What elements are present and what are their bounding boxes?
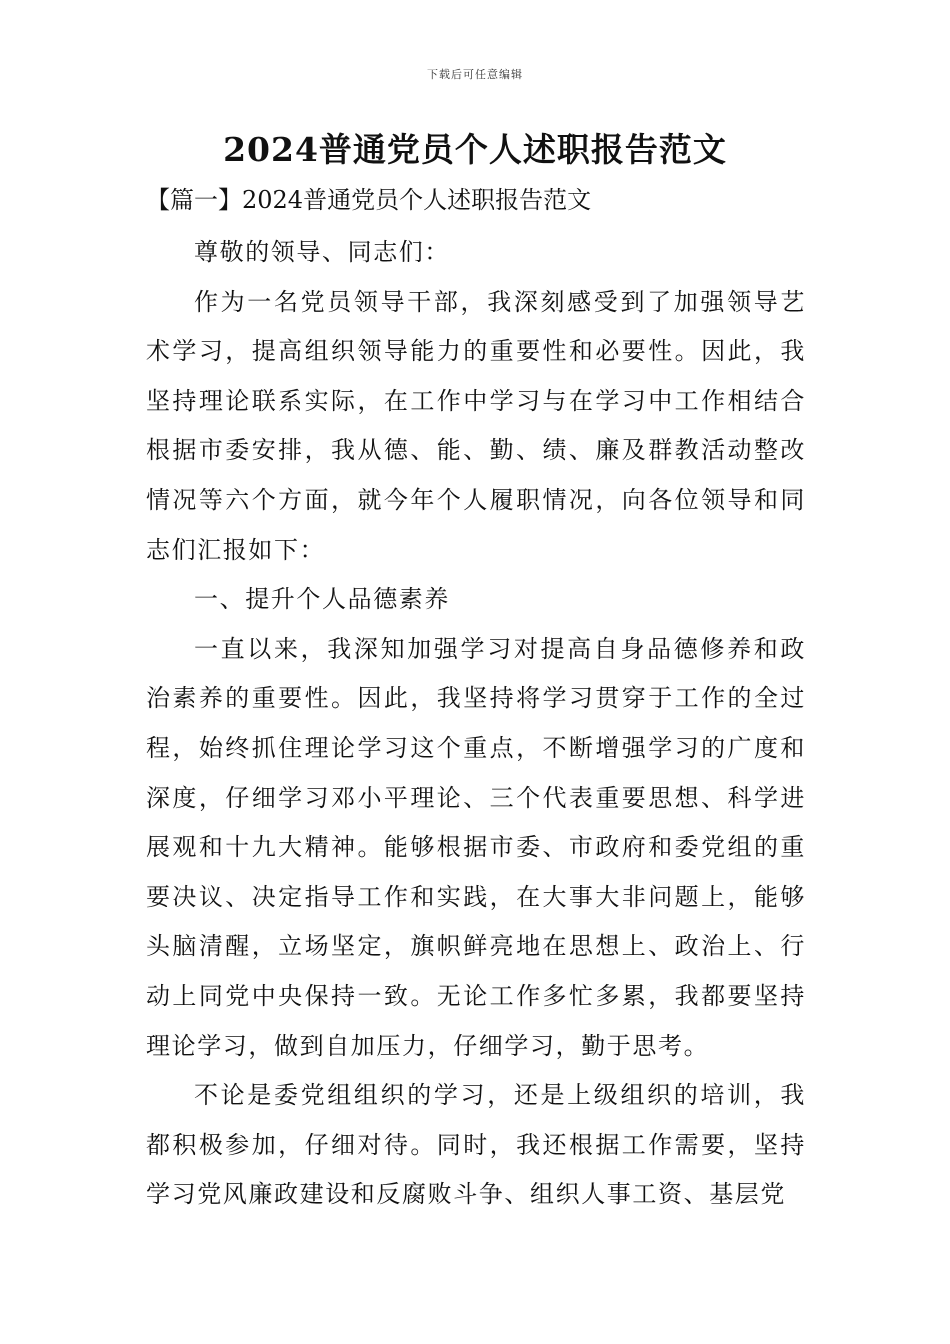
header-note: 下载后可任意编辑 bbox=[427, 68, 523, 81]
paragraph-body: 一直以来，我深知加强学习对提高自身品德修养和政治素养的重要性。因此，我坚持将学习贯穿于工作的全过程，始终抓住理论学习这个重点，不断增强学习的广度和深度，仔细学习邓小平理论、三个代表重要思想、科学进展观和十九大精神。能够根据市委、市政府和委党组的重要决议、决定指导工作和实践，在大事大非问题上，能够头脑清醒，立场坚定，旗帜鲜亮地在思想上、政治上、行动上同党中央保持一致。无论工作多忙多累，我都要坚持理论学习，做到自加压力，仔细学习，勤于思考。 bbox=[146, 634, 806, 1060]
document-body bbox=[146, 228, 806, 1220]
section-heading: 【篇一】2024普通党员个人述职报告范文 bbox=[146, 186, 592, 214]
paragraph-salutation: 尊敬的领导、同志们： bbox=[194, 238, 450, 266]
paragraph-body: 不论是委党组组织的学习，还是上级组织的培训，我都积极参加，仔细对待。同时，我还根据工作需要，坚持学习党风廉政建设和反腐败斗争、组织人事工资、基层党 bbox=[146, 1081, 806, 1209]
paragraph-subheading: 一、提升个人品德素养 bbox=[194, 585, 450, 614]
document-title: 2024普通党员个人述职报告范文 bbox=[223, 130, 727, 169]
paragraph-intro: 作为一名党员领导干部，我深刻感受到了加强领导艺术学习，提高组织领导能力的重要性和必要性。因此，我坚持理论联系实际，在工作中学习与在学习中工作相结合根据市委安排，我从德、能、勤、绩、廉及群教活动整改情况等六个方面，就今年个人履职情况，向各位领导和同志们汇报如下： bbox=[146, 287, 806, 564]
